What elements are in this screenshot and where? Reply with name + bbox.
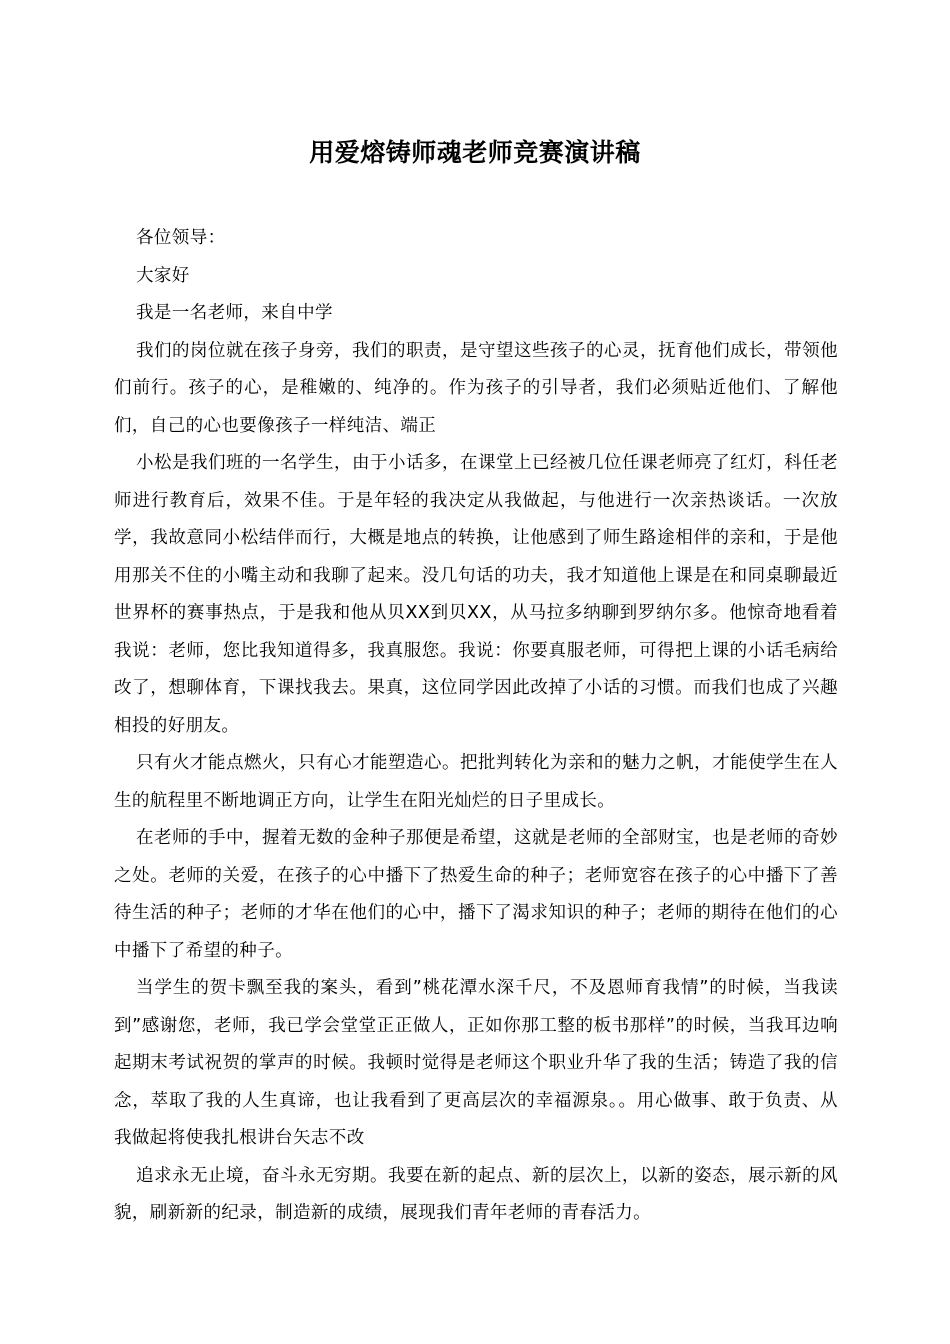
document-title: 用爱熔铸师魂老师竞赛演讲稿: [309, 138, 641, 167]
paragraph-intro: 我是一名老师，来自中学: [136, 303, 333, 323]
paragraph: 在老师的手中，握着无数的金种子那便是希望，这就是老师的全部财宝，也是老师的奇妙之处。老师的关爱，在孩子的心中播下了热爱生命的种子；老师宽容在孩子的心中播下了善待生活的种子；老师的才华在他们的心中，播下了渴求知识的种子；老师的期待在他们的心中播下了希望的种子。: [114, 828, 838, 961]
paragraph: 我们的岗位就在孩子身旁，我们的职责，是守望这些孩子的心灵，抚育他们成长，带领他们前行。孩子的心，是稚嫩的、纯净的。作为孩子的引导者，我们必须贴近他们、了解他们，自己的心也要像孩子一样纯洁、端正: [114, 340, 838, 436]
paragraph-greeting: 大家好: [136, 265, 190, 286]
paragraph-closing: 追求永无止境，奋斗永无穷期。我要在新的起点、新的层次上，以新的姿态，展示新的风貌，刷新新的纪录，制造新的成绩，展现我们青年老师的青春活力。: [114, 1165, 838, 1223]
paragraph: 只有火才能点燃火，只有心才能塑造心。把批判转化为亲和的魅力之帆，才能使学生在人生的航程里不断地调正方向，让学生在阳光灿烂的日子里成长。: [114, 753, 838, 811]
paragraph: 当学生的贺卡飘至我的案头，看到”桃花潭水深千尺，不及恩师育我情”的时候，当我读到”感谢您，老师，我已学会堂堂正正做人，正如你那工整的板书那样”的时候，当我耳边响起期末考试祝贺的掌声的时候。我顿时觉得是老师这个职业升华了我的生活；铸造了我的信念，萃取了我的人生真谛，也让我看到了更高层次的幸福源泉。。用心做事、敢于负责、从我做起将使我扎根讲台矢志不改: [114, 978, 838, 1148]
paragraph: 小松是我们班的一名学生，由于小话多，在课堂上已经被几位任课老师亮了红灯，科任老师进行教育后，效果不佳。于是年轻的我决定从我做起，与他进行一次亲热谈话。一次放学，我故意同小松结伴而行，大概是地点的转换，让他感到了师生路途相伴的亲和，于是他用那关不住的小嘴主动和我聊了起来。没几句话的功夫，我才知道他上课是在和同桌聊最近世界杯的赛事热点，于是我和他从贝XX到贝XX，从马拉多纳聊到罗纳尔多。他惊奇地看着我说：老师，您比我知道得多，我真服您。我说：你要真服老师，可得把上课的小话毛病给改了，想聊体育，下课找我去。果真，这位同学因此改掉了小话的习惯。而我们也成了兴趣相投的好朋友。: [114, 453, 838, 736]
document-body: [114, 220, 838, 1233]
paragraph-salutation: 各位领导：: [136, 228, 226, 248]
